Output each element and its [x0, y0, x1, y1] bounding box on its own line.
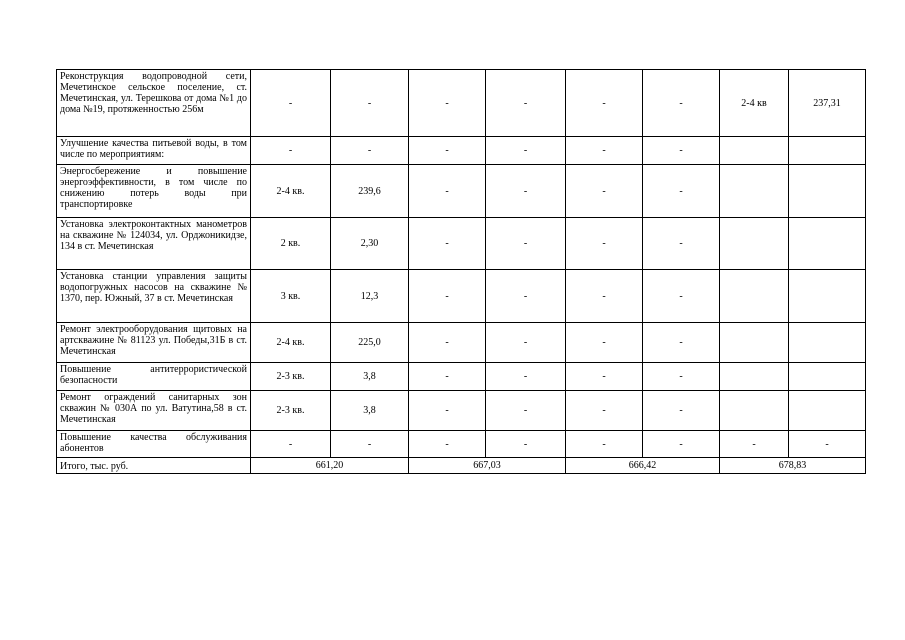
table-cell [789, 363, 866, 391]
total-value: 678,83 [720, 458, 866, 474]
table-cell: 2 кв. [251, 218, 331, 270]
total-label: Итого, тыс. руб. [57, 458, 251, 474]
table-row [57, 218, 866, 270]
table-cell: 237,31 [789, 70, 866, 137]
table-row [57, 431, 866, 458]
table-cell: - [643, 270, 720, 323]
table-cell: 2,30 [331, 218, 409, 270]
table-cell: - [720, 431, 789, 458]
table-cell [720, 165, 789, 218]
table-cell: - [331, 431, 409, 458]
table-cell: - [251, 70, 331, 137]
table-cell: - [251, 431, 331, 458]
row-description: Повышение качества обслуживания абонентов [57, 431, 251, 458]
table-cell: - [409, 137, 486, 165]
table-cell [720, 323, 789, 363]
table-cell: - [566, 270, 643, 323]
table-cell: 225,0 [331, 323, 409, 363]
table-cell: - [566, 431, 643, 458]
table-cell: - [486, 137, 566, 165]
table-cell [789, 165, 866, 218]
table-cell: - [486, 391, 566, 431]
table-cell: - [409, 165, 486, 218]
table-cell: 3,8 [331, 391, 409, 431]
table-cell: - [643, 165, 720, 218]
table-body [57, 70, 866, 474]
table-cell: - [486, 323, 566, 363]
table-cell: 2-4 кв [720, 70, 789, 137]
total-value: 666,42 [566, 458, 720, 474]
table-cell [789, 323, 866, 363]
row-description: Ремонт электрооборудования щитовых на артскважине № 81123 ул. Победы,31Б в ст. Мечетинская [57, 323, 251, 363]
table-row [57, 137, 866, 165]
table-cell: - [566, 391, 643, 431]
table-cell [789, 270, 866, 323]
table-row [57, 391, 866, 431]
table-row [57, 70, 866, 137]
table-cell: 2-4 кв. [251, 165, 331, 218]
table-cell: - [486, 70, 566, 137]
table-cell: - [643, 431, 720, 458]
table-cell [720, 363, 789, 391]
table-cell: - [409, 218, 486, 270]
table-cell: - [566, 323, 643, 363]
table-cell: - [409, 270, 486, 323]
total-value: 667,03 [409, 458, 566, 474]
table-cell: - [643, 218, 720, 270]
table-cell: 3 кв. [251, 270, 331, 323]
table-cell: - [643, 137, 720, 165]
table-cell: - [409, 323, 486, 363]
table-cell: 2-3 кв. [251, 363, 331, 391]
table-cell: - [409, 391, 486, 431]
table-row [57, 270, 866, 323]
total-value: 661,20 [251, 458, 409, 474]
table-cell: - [643, 391, 720, 431]
table-cell: 2-3 кв. [251, 391, 331, 431]
table-cell: 12,3 [331, 270, 409, 323]
table-cell: - [566, 218, 643, 270]
table-cell: - [486, 218, 566, 270]
table-cell: - [566, 165, 643, 218]
plan-table [56, 69, 866, 474]
row-description: Реконструкция водопроводной сети, Мечетинское сельское поселение, ст. Мечетинская, ул. Терешкова от дома №1 до дома №19, протяженностью 256м [57, 70, 251, 137]
table-cell: - [486, 270, 566, 323]
row-description: Энергосбережение и повышение энергоэффективности, в том числе по снижению потерь воды при транспортировке [57, 165, 251, 218]
row-description: Установка электроконтактных манометров на скважине № 124034, ул. Орджоникидзе, 134 в ст. Мечетинская [57, 218, 251, 270]
table-cell [720, 391, 789, 431]
table-cell [720, 218, 789, 270]
row-description: Установка станции управления защиты водопогружных насосов на скважине № 1370, пер. Южный, 37 в ст. Мечетинская [57, 270, 251, 323]
table-cell: - [566, 363, 643, 391]
table-cell [789, 391, 866, 431]
row-description: Ремонт ограждений санитарных зон скважин № 030А по ул. Ватутина,58 в ст. Мечетинская [57, 391, 251, 431]
table-cell [789, 137, 866, 165]
table-cell [789, 218, 866, 270]
table-row [57, 363, 866, 391]
table-cell: - [789, 431, 866, 458]
table-cell [720, 137, 789, 165]
table-cell: 2-4 кв. [251, 323, 331, 363]
table-cell: - [566, 137, 643, 165]
table-cell: - [566, 70, 643, 137]
table-cell: - [331, 137, 409, 165]
table-cell: - [486, 431, 566, 458]
table-row [57, 165, 866, 218]
table-cell: - [643, 70, 720, 137]
row-description: Повышение антитеррористической безопасности [57, 363, 251, 391]
table-cell: - [409, 363, 486, 391]
table-cell: 3,8 [331, 363, 409, 391]
total-row [57, 458, 866, 474]
table-row [57, 323, 866, 363]
table-cell: - [643, 323, 720, 363]
table-cell: - [409, 70, 486, 137]
table-cell: 239,6 [331, 165, 409, 218]
table-cell: - [251, 137, 331, 165]
row-description: Улучшение качества питьевой воды, в том числе по мероприятиям: [57, 137, 251, 165]
table-cell: - [643, 363, 720, 391]
table-cell: - [331, 70, 409, 137]
table-cell: - [409, 431, 486, 458]
table-cell: - [486, 165, 566, 218]
table-cell: - [486, 363, 566, 391]
table-cell [720, 270, 789, 323]
